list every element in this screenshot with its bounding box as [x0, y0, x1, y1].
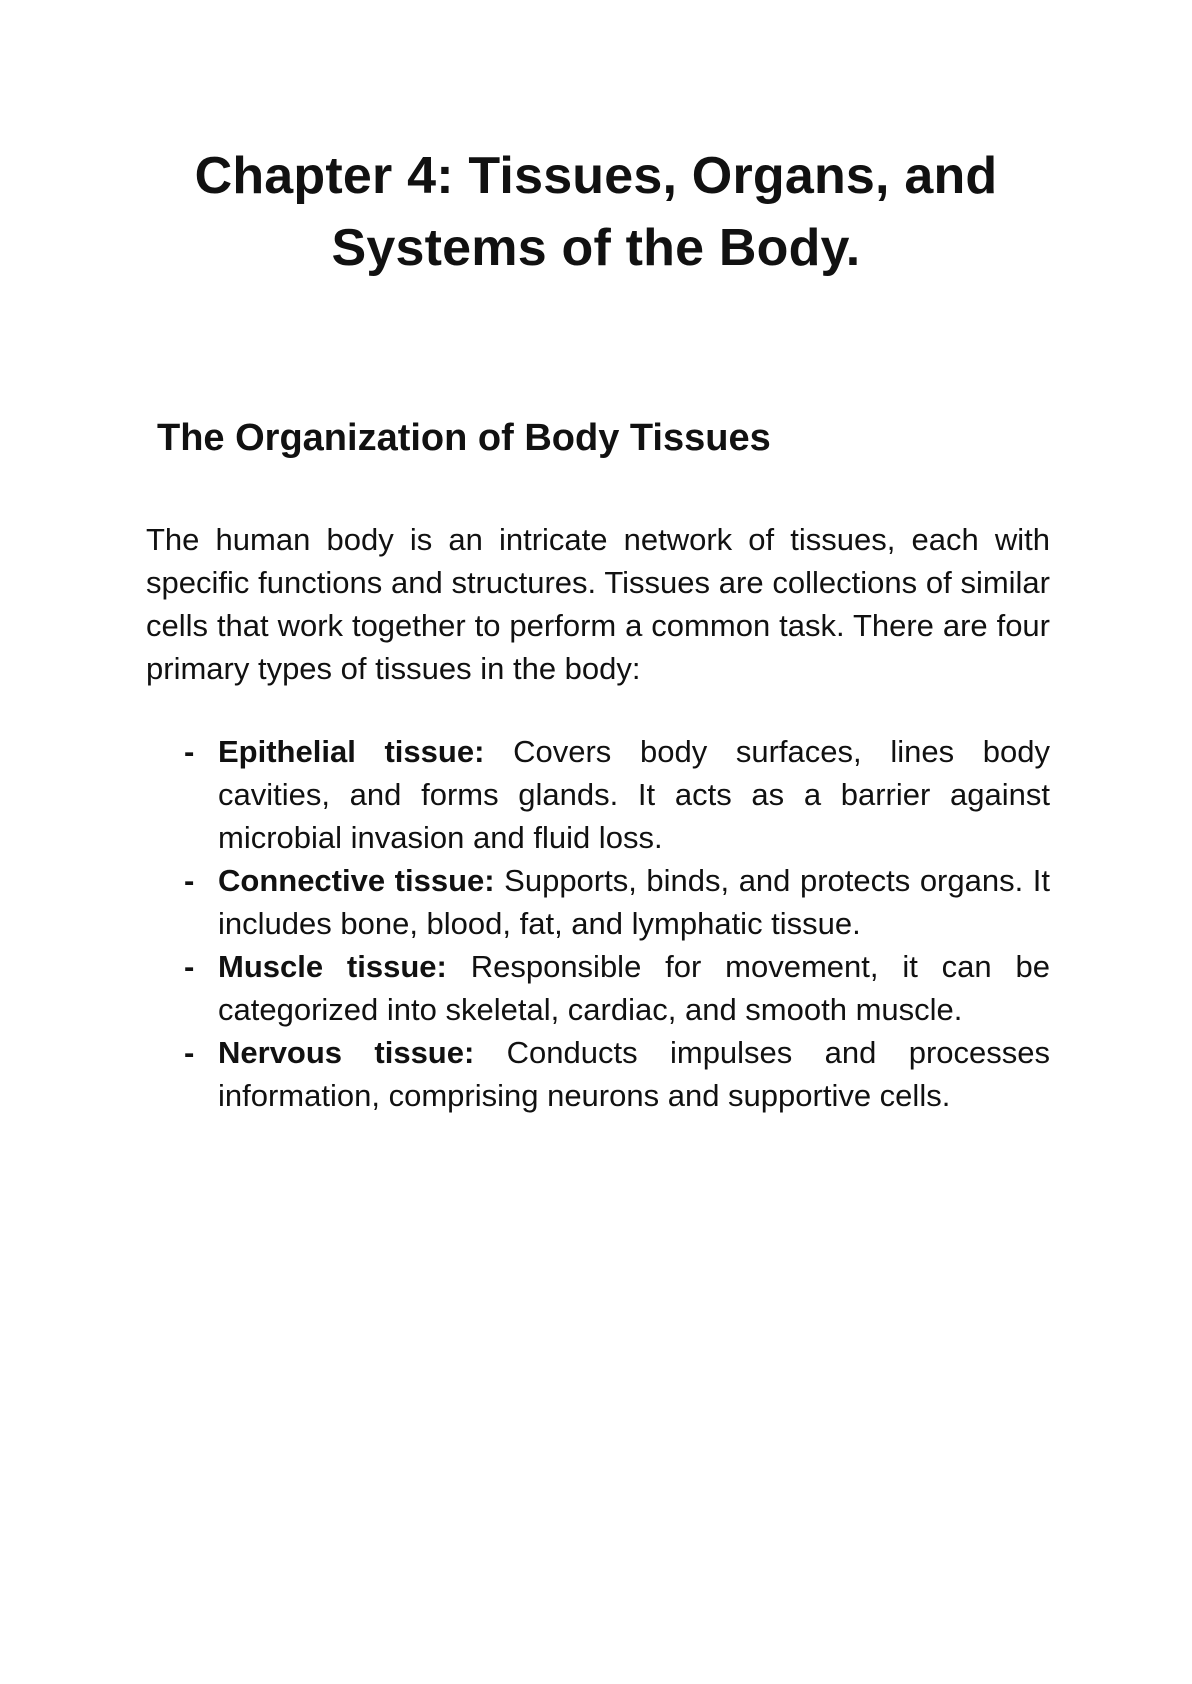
- list-item-epithelial: [146, 730, 1050, 859]
- tissue-description: Conducts impulses and processes information, comprising neurons and supportive cells.: [218, 1035, 1050, 1113]
- tissue-term: Muscle tissue:: [218, 949, 447, 984]
- tissue-term: Epithelial tissue:: [218, 734, 485, 769]
- intro-paragraph: The human body is an intricate network of tissues, each with specific functions and structures. Tissues are collections of similar cells that work together to perform a common task. There are four primary types of tissues in the body:: [146, 522, 1050, 686]
- bullet-dash: -: [184, 863, 195, 898]
- tissue-term: Nervous tissue:: [218, 1035, 475, 1070]
- bullet-dash: -: [184, 1035, 195, 1070]
- tissue-description: Responsible for movement, it can be categorized into skeletal, cardiac, and smooth muscle.: [218, 949, 1050, 1027]
- bullet-dash: -: [184, 734, 195, 769]
- tissue-description: Covers body surfaces, lines body cavities, and forms glands. It acts as a barrier against microbial invasion and fluid loss.: [218, 734, 1050, 855]
- bullet-dash: -: [184, 949, 195, 984]
- section-heading: The Organization of Body Tissues: [157, 417, 771, 459]
- list-item-nervous: [146, 1031, 1050, 1117]
- list-item-connective: [146, 859, 1050, 945]
- tissue-description: Supports, binds, and protects organs. It includes bone, blood, fat, and lymphatic tissue.: [218, 863, 1051, 941]
- tissue-list: [146, 730, 1050, 1117]
- tissue-term: Connective tissue:: [218, 863, 495, 898]
- list-item-muscle: [146, 945, 1050, 1031]
- chapter-title: Chapter 4: Tissues, Organs, and Systems of the Body.: [194, 147, 998, 277]
